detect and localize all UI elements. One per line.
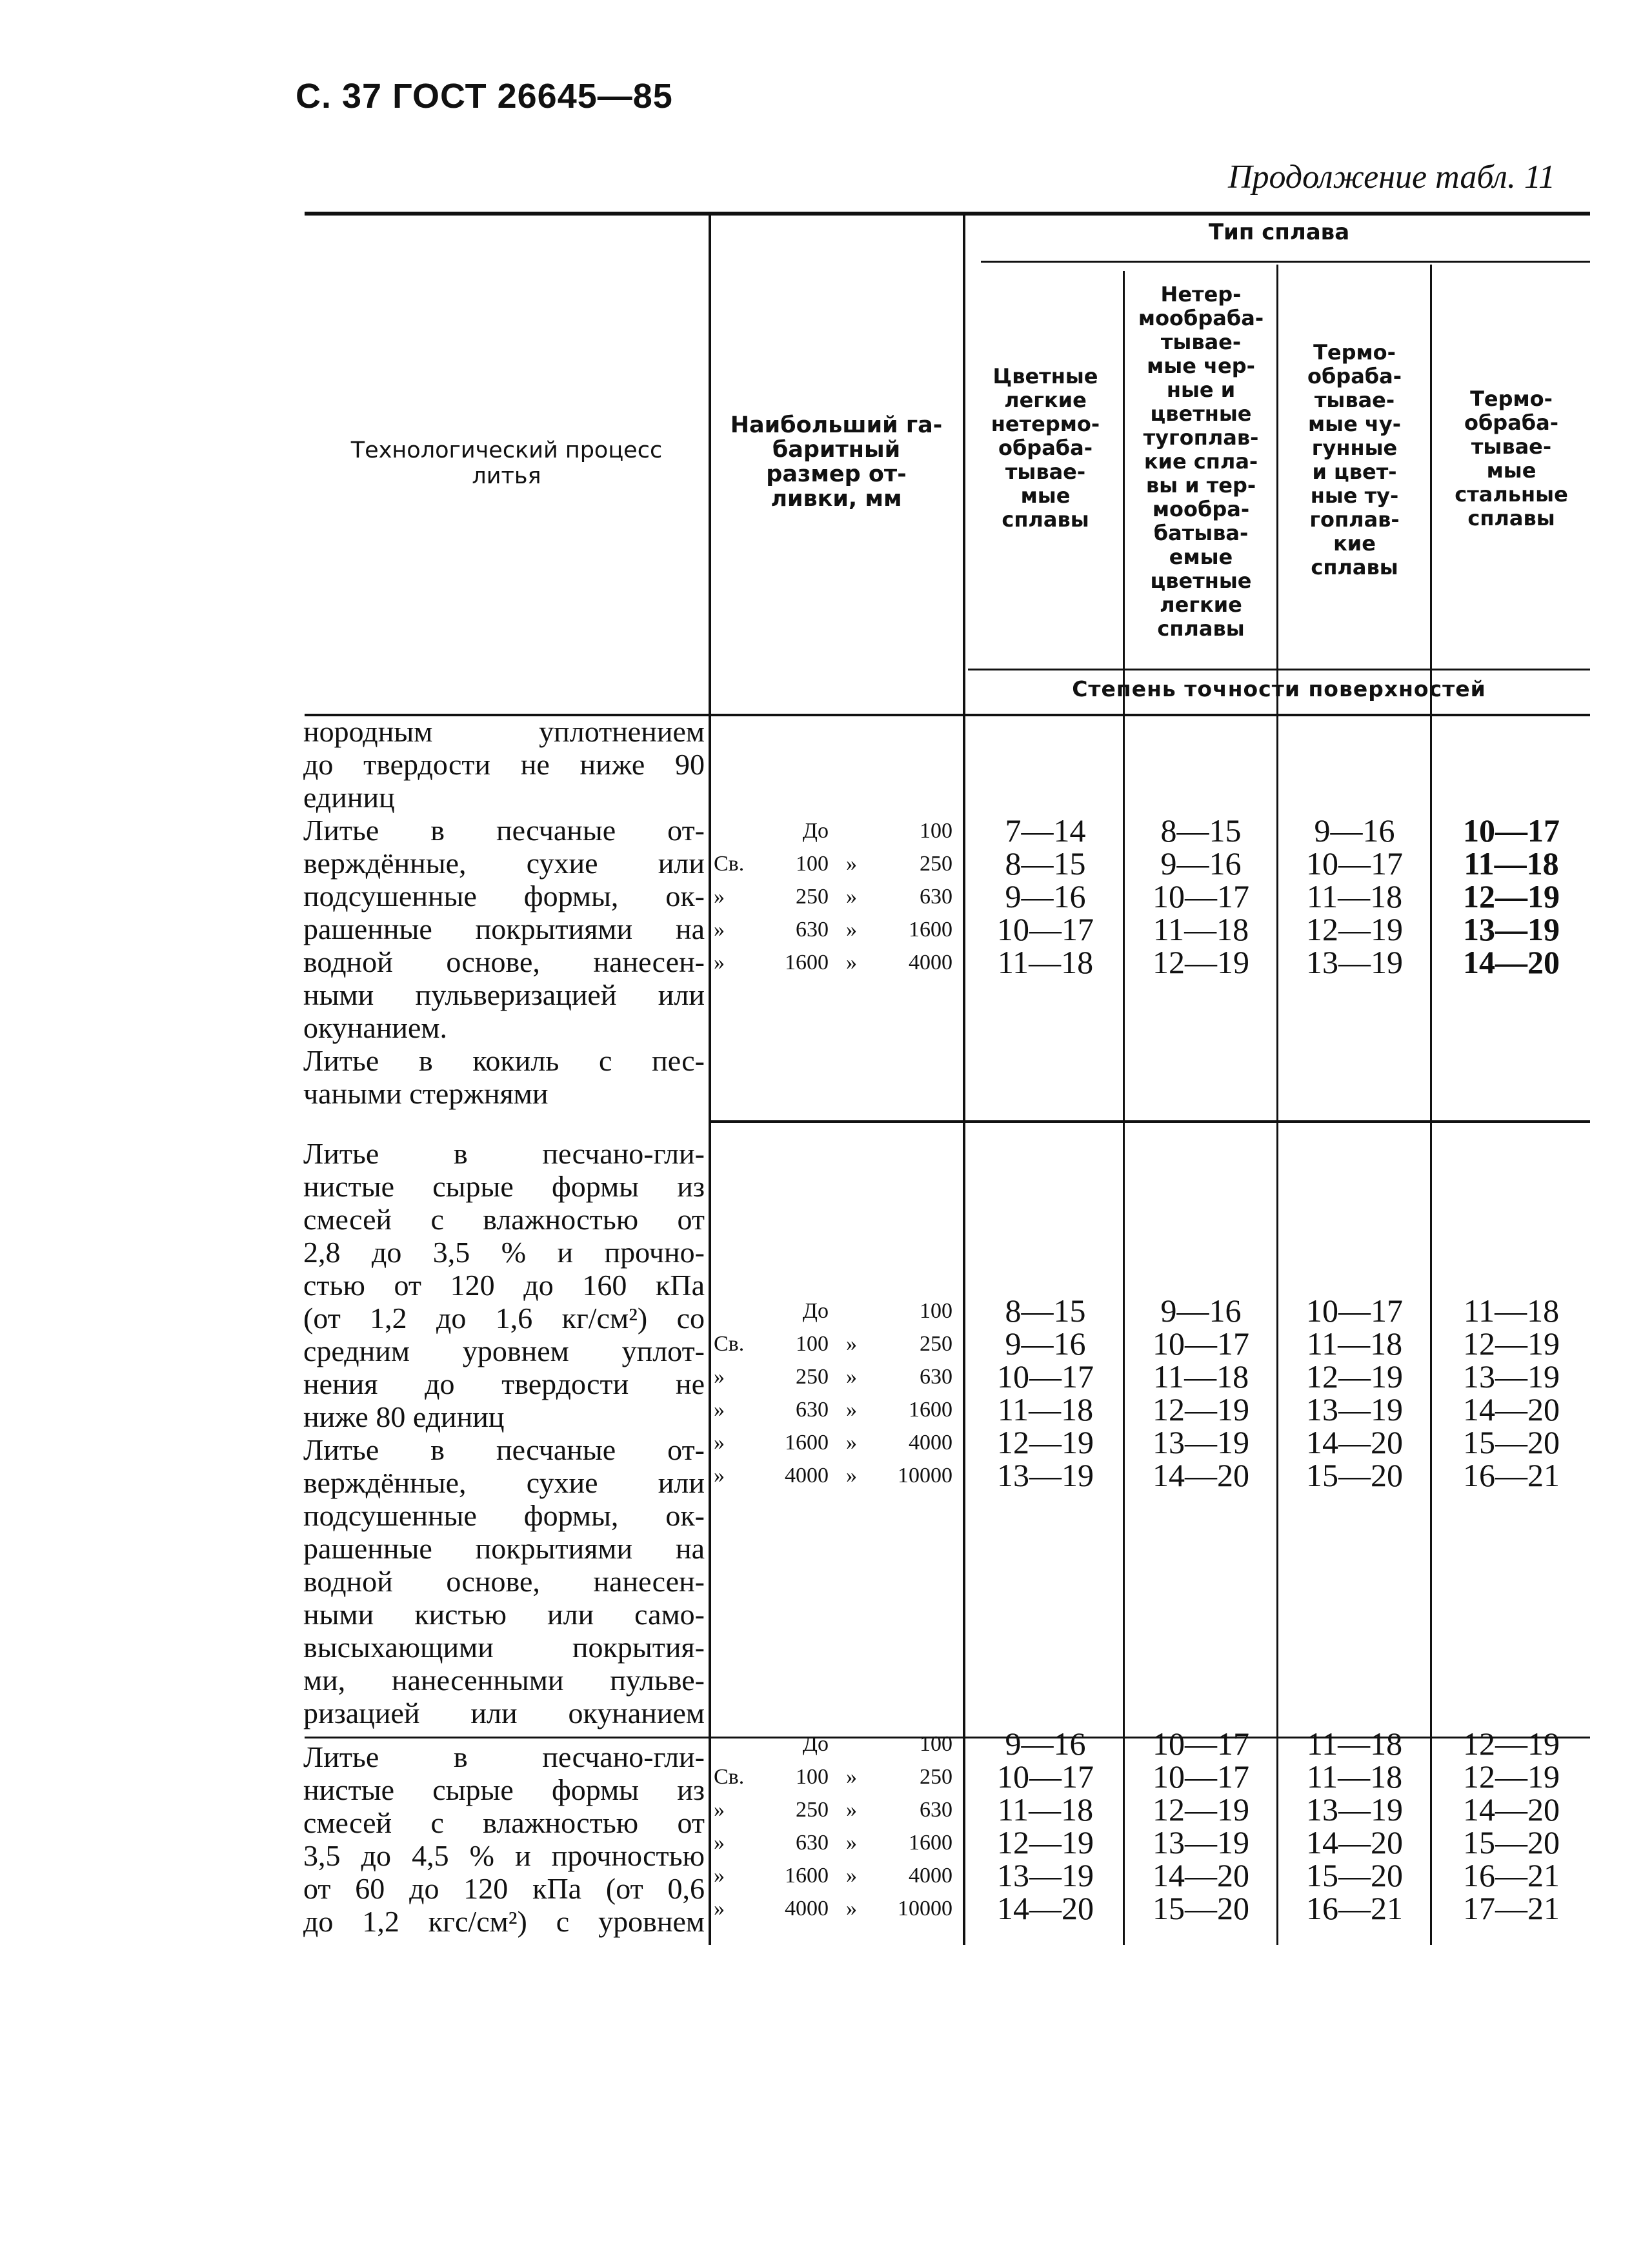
size-from: 4000	[785, 1897, 829, 1920]
accuracy-degree-cell: 14—20	[1306, 1824, 1403, 1860]
size-range-row	[714, 1760, 959, 1793]
process-line: Литье в песчано-гли-	[303, 1740, 705, 1773]
col-divider-process	[709, 216, 711, 1945]
accuracy-degree-cell: 11—18	[1153, 1358, 1249, 1395]
process-line: 3,5 до 4,5 % и прочностью	[303, 1839, 705, 1872]
accuracy-degree-cell: 14—20	[1306, 1424, 1403, 1460]
process-line: (от 1,2 до 1,6 кг/см²) со	[303, 1302, 705, 1335]
accuracy-degree-cell: 11—18	[1153, 911, 1249, 947]
accuracy-degree-cell: 13—19	[1306, 1791, 1403, 1828]
col-divider-alloy-1	[1123, 271, 1125, 1945]
size-from: 250	[796, 885, 829, 909]
accuracy-degree-cell: 11—18	[997, 1791, 1094, 1828]
accuracy-degree-cell: 10—17	[997, 1758, 1094, 1795]
accuracy-degree-cell: 13—19	[1463, 1358, 1560, 1395]
process-line: верждённые, сухие или	[303, 847, 705, 880]
accuracy-degree-cell: 11—18	[1306, 1726, 1403, 1762]
accuracy-degree-cell: 11—18	[997, 944, 1094, 980]
accuracy-degree-cell: 10—17	[1153, 1758, 1249, 1795]
table-top-rule	[305, 212, 1590, 216]
process-line: единиц	[303, 781, 395, 814]
accuracy-degree-cell: 11—18	[1306, 878, 1403, 914]
accuracy-degree-cell: 12—19	[997, 1824, 1094, 1860]
size-to: 4000	[909, 1864, 952, 1888]
accuracy-degree-cell: 16—21	[1463, 1457, 1560, 1493]
size-from: 250	[796, 1365, 829, 1389]
accuracy-degree-cell: 11—18	[1306, 1758, 1403, 1795]
col-header-alloy-3: Термо- обраба- тывае- мые чу- гунные и цвет- ные ту- гоплав- кие сплавы	[1307, 340, 1402, 579]
accuracy-degree-cell: 9—16	[1314, 812, 1395, 849]
size-ditto-mark: »	[846, 1897, 857, 1920]
process-line: нения до твердости не	[303, 1367, 705, 1400]
accuracy-degree-cell: 14—20	[1153, 1857, 1249, 1893]
size-to: 630	[920, 1365, 952, 1389]
size-range-row	[714, 1327, 959, 1360]
accuracy-degree-cell: 11—18	[1463, 1293, 1560, 1329]
process-line: Литье в кокиль с пес-	[303, 1044, 705, 1077]
size-prefix: »	[714, 1897, 725, 1920]
accuracy-degree-cell: 8—15	[1005, 1293, 1086, 1329]
size-to: 1600	[909, 1398, 952, 1422]
size-to: 630	[920, 1798, 952, 1822]
accuracy-degree-cell: 10—17	[997, 911, 1094, 947]
accuracy-degree-cell: 11—18	[1306, 1325, 1403, 1362]
size-ditto-mark: »	[846, 1765, 857, 1789]
accuracy-degree-cell: 10—17	[1463, 812, 1560, 849]
accuracy-degree-cell: 14—20	[1463, 944, 1560, 980]
size-to: 250	[920, 852, 952, 876]
col-divider-alloy-3	[1430, 265, 1432, 1945]
col-header-size: Наибольший га- баритный размер от- ливки, мм	[730, 412, 943, 512]
size-range-row	[714, 1393, 959, 1426]
accuracy-degree-cell: 10—17	[997, 1358, 1094, 1395]
section-1-process-text	[303, 715, 705, 1110]
size-ditto-mark: »	[846, 951, 857, 974]
size-from: 100	[796, 1332, 829, 1356]
accuracy-degree-cell: 13—19	[1306, 944, 1403, 980]
accuracy-degree-cell: 9—16	[1005, 1325, 1086, 1362]
size-prefix: »	[714, 1831, 725, 1855]
accuracy-degree-cell: 9—16	[1160, 1293, 1242, 1329]
size-range-row	[714, 1426, 959, 1459]
section-1-bottom-rule	[709, 1120, 1590, 1123]
process-line: 2,8 до 3,5 % и прочно-	[303, 1236, 705, 1269]
process-line: ми, нанесенными пульве-	[303, 1664, 705, 1697]
size-ditto-mark: »	[846, 1398, 857, 1422]
process-line: средним уровнем уплот-	[303, 1335, 705, 1367]
size-to: 100	[920, 819, 952, 843]
process-line: водной основе, нанесен-	[303, 945, 705, 978]
accuracy-degree-cell: 7—14	[1005, 812, 1086, 849]
size-prefix: »	[714, 1398, 725, 1422]
accuracy-degree-cell: 12—19	[997, 1424, 1094, 1460]
size-to: 100	[920, 1732, 952, 1756]
accuracy-degree-cell: 15—20	[1306, 1857, 1403, 1893]
size-to: 10000	[898, 1897, 952, 1920]
size-to: 1600	[909, 1831, 952, 1855]
size-range-row	[714, 847, 959, 880]
size-range-row	[714, 1859, 959, 1892]
process-line: смесей с влажностью от	[303, 1806, 705, 1839]
accuracy-degree-cell: 12—19	[1463, 1325, 1560, 1362]
process-line: рашенные покрытиями на	[303, 1532, 705, 1565]
size-ditto-mark: »	[846, 918, 857, 942]
size-prefix: »	[714, 1431, 725, 1455]
size-to: 630	[920, 885, 952, 909]
alloy-group-rule	[981, 261, 1590, 263]
accuracy-degree-cell: 9—16	[1005, 878, 1086, 914]
process-line: ризацией или окунанием	[303, 1697, 705, 1729]
size-range-row	[714, 814, 959, 847]
size-range-row	[714, 1826, 959, 1859]
size-from: 630	[796, 1398, 829, 1422]
col-header-alloy-4: Термо- обраба- тывае- мые стальные сплавы	[1455, 387, 1568, 530]
process-line: подсушенные формы, ок-	[303, 1499, 705, 1532]
accuracy-degree-cell: 9—16	[1160, 845, 1242, 882]
size-from: До	[802, 1732, 829, 1756]
size-prefix: »	[714, 951, 725, 974]
process-line: до твердости не ниже 90	[303, 748, 705, 781]
size-from: 250	[796, 1798, 829, 1822]
accuracy-degree-cell: 13—19	[1153, 1824, 1249, 1860]
col-header-alloy-2: Нетер- мообраба- тывае- мые чер- ные и цветные тугоплав- кие спла- вы и тер- мообра- батыва- емые цветные легкие сплавы	[1138, 282, 1264, 641]
col-header-alloy-group: Тип сплава	[1208, 219, 1350, 245]
process-line: ниже 80 единиц	[303, 1400, 505, 1433]
size-range-row	[714, 946, 959, 979]
process-line: нистые сырые формы из	[303, 1773, 705, 1806]
size-from: 100	[796, 1765, 829, 1789]
section-2-process-text	[303, 1137, 705, 1729]
size-from: 1600	[785, 1864, 829, 1888]
process-line: стью от 120 до 160 кПа	[303, 1269, 705, 1302]
size-prefix: »	[714, 1365, 725, 1389]
col-header-degree: Степень точности поверхностей	[1072, 676, 1486, 701]
accuracy-degree-cell: 15—20	[1463, 1424, 1560, 1460]
size-prefix: Св.	[714, 852, 745, 876]
size-ditto-mark: »	[846, 885, 857, 909]
accuracy-degree-cell: 15—20	[1153, 1890, 1249, 1926]
size-ditto-mark: »	[846, 852, 857, 876]
size-ditto-mark: »	[846, 1464, 857, 1487]
accuracy-degree-cell: 12—19	[1463, 1726, 1560, 1762]
accuracy-degree-cell: 12—19	[1153, 944, 1249, 980]
process-line: смесей с влажностью от	[303, 1203, 705, 1236]
process-line: высыхающими покрытия-	[303, 1631, 705, 1664]
size-prefix: »	[714, 1798, 725, 1822]
page-header: С. 37 ГОСТ 26645—85	[296, 77, 673, 116]
process-line: чаными стержнями	[303, 1077, 549, 1110]
size-to: 4000	[909, 1431, 952, 1455]
process-line: рашенные покрытиями на	[303, 912, 705, 945]
size-from: 1600	[785, 1431, 829, 1455]
accuracy-degree-cell: 13—19	[1153, 1424, 1249, 1460]
accuracy-degree-cell: 9—16	[1005, 1726, 1086, 1762]
col-divider-alloy-2	[1276, 265, 1278, 1945]
process-line: верждённые, сухие или	[303, 1466, 705, 1499]
section-3-process-text	[303, 1740, 705, 1938]
accuracy-degree-cell: 13—19	[997, 1857, 1094, 1893]
size-range-row	[714, 880, 959, 913]
size-ditto-mark: »	[846, 1798, 857, 1822]
col-header-alloy-1: Цветные легкие нетермо- обраба- тывае- мые сплавы	[991, 364, 1100, 532]
size-ditto-mark: »	[846, 1332, 857, 1356]
process-line: подсушенные формы, ок-	[303, 880, 705, 912]
accuracy-degree-cell: 16—21	[1463, 1857, 1560, 1893]
size-range-row	[714, 1360, 959, 1393]
col-header-process: Технологический процесс литья	[350, 438, 663, 489]
process-line: нородным уплотнением	[303, 715, 705, 748]
accuracy-degree-cell: 11—18	[997, 1391, 1094, 1427]
size-to: 1600	[909, 918, 952, 942]
size-from: 630	[796, 1831, 829, 1855]
size-range-row	[714, 1459, 959, 1492]
accuracy-degree-cell: 10—17	[1306, 1293, 1403, 1329]
size-ditto-mark: »	[846, 1864, 857, 1888]
size-from: 630	[796, 918, 829, 942]
size-to: 250	[920, 1765, 952, 1789]
accuracy-degree-cell: 14—20	[1463, 1391, 1560, 1427]
process-line: до 1,2 кгс/см²) с уровнем	[303, 1905, 705, 1938]
size-to: 10000	[898, 1464, 952, 1487]
accuracy-degree-cell: 14—20	[1463, 1791, 1560, 1828]
size-to: 4000	[909, 951, 952, 974]
accuracy-degree-cell: 12—19	[1463, 878, 1560, 914]
accuracy-degree-cell: 13—19	[1306, 1391, 1403, 1427]
accuracy-degree-cell: 15—20	[1463, 1824, 1560, 1860]
size-to: 100	[920, 1299, 952, 1323]
process-line: от 60 до 120 кПа (от 0,6	[303, 1872, 705, 1905]
size-prefix: »	[714, 1864, 725, 1888]
process-line: водной основе, нанесен-	[303, 1565, 705, 1598]
size-to: 250	[920, 1332, 952, 1356]
size-range-row	[714, 1793, 959, 1826]
accuracy-degree-cell: 17—21	[1463, 1890, 1560, 1926]
accuracy-degree-cell: 10—17	[1153, 878, 1249, 914]
size-ditto-mark: »	[846, 1831, 857, 1855]
size-prefix: »	[714, 1464, 725, 1487]
size-from: До	[802, 1299, 829, 1323]
accuracy-degree-cell: 15—20	[1306, 1457, 1403, 1493]
size-from: 100	[796, 852, 829, 876]
accuracy-degree-cell: 14—20	[1153, 1457, 1249, 1493]
size-from: До	[802, 819, 829, 843]
size-range-row	[714, 1892, 959, 1925]
process-line: окунанием.	[303, 1011, 447, 1044]
process-line: Литье в песчаные от-	[303, 1433, 705, 1466]
size-ditto-mark: »	[846, 1365, 857, 1389]
accuracy-degree-cell: 13—19	[997, 1457, 1094, 1493]
size-range-row	[714, 1728, 959, 1760]
size-from: 4000	[785, 1464, 829, 1487]
accuracy-degree-cell: 8—15	[1160, 812, 1242, 849]
process-line: нистые сырые формы из	[303, 1170, 705, 1203]
accuracy-degree-cell: 8—15	[1005, 845, 1086, 882]
accuracy-degree-cell: 13—19	[1463, 911, 1560, 947]
process-line: Литье в песчаные от-	[303, 814, 705, 847]
accuracy-degree-cell: 11—18	[1464, 845, 1559, 882]
size-prefix: Св.	[714, 1765, 745, 1789]
process-line: ными пульверизацией или	[303, 978, 705, 1011]
accuracy-degree-cell: 12—19	[1463, 1758, 1560, 1795]
accuracy-degree-cell: 12—19	[1153, 1791, 1249, 1828]
size-from: 1600	[785, 951, 829, 974]
accuracy-degree-cell: 10—17	[1306, 845, 1403, 882]
accuracy-degree-cell: 12—19	[1153, 1391, 1249, 1427]
size-ditto-mark: »	[846, 1431, 857, 1455]
accuracy-degree-cell: 12—19	[1306, 1358, 1403, 1395]
process-line: Литье в песчано-гли-	[303, 1137, 705, 1170]
accuracy-degree-cell: 14—20	[997, 1890, 1094, 1926]
accuracy-degree-cell: 12—19	[1306, 911, 1403, 947]
col-divider-size	[963, 216, 965, 1945]
table-continuation-label: Продолжение табл. 11	[1227, 159, 1555, 196]
accuracy-degree-cell: 10—17	[1153, 1726, 1249, 1762]
size-range-row	[714, 1295, 959, 1327]
degree-top-rule	[968, 669, 1590, 670]
size-range-row	[714, 913, 959, 946]
process-line: ными кистью или само-	[303, 1598, 705, 1631]
size-prefix: »	[714, 885, 725, 909]
size-prefix: »	[714, 918, 725, 942]
accuracy-degree-cell: 10—17	[1153, 1325, 1249, 1362]
accuracy-degree-cell: 16—21	[1306, 1890, 1403, 1926]
size-prefix: Св.	[714, 1332, 745, 1356]
